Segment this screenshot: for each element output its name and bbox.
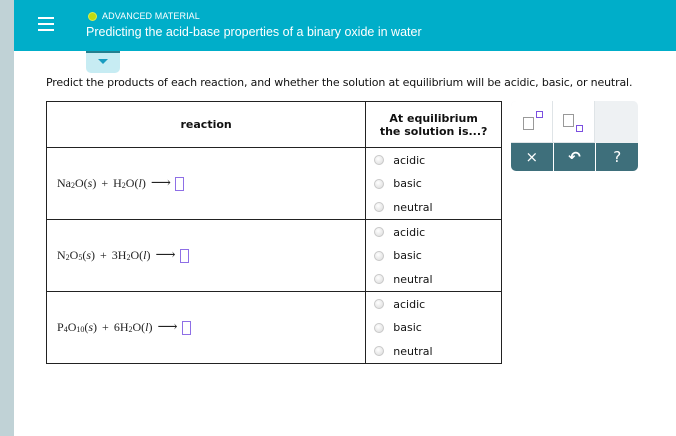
products-answer-input[interactable] — [182, 321, 191, 335]
radio-button[interactable] — [374, 251, 384, 261]
superscript-box-icon — [536, 111, 543, 118]
radio-button[interactable] — [374, 179, 384, 189]
table-row — [47, 292, 502, 364]
reaction-equation-cell — [47, 220, 366, 292]
superscript-button[interactable] — [511, 101, 553, 143]
base-box-icon — [563, 114, 574, 127]
option-neutral[interactable]: neutral — [374, 339, 501, 363]
products-answer-input[interactable] — [180, 249, 189, 263]
equilibrium-choice-cell — [366, 292, 502, 364]
collapse-toggle-button[interactable] — [86, 51, 120, 73]
undo-icon: ↶ — [568, 148, 581, 166]
header-bar — [14, 0, 676, 51]
radio-button[interactable] — [374, 346, 384, 356]
reaction-arrow-icon: ⟶ — [150, 176, 171, 191]
reaction-equation-cell — [47, 148, 366, 220]
advanced-material-badge — [88, 11, 200, 21]
header-equilibrium-line2: the solution is...? — [379, 124, 488, 138]
help-button[interactable] — [596, 143, 638, 171]
reaction-equation: N $_2$ O $_5$ ( s ) + 3 H $_2$ O ( l ) ⟶ — [57, 247, 365, 264]
close-icon: × — [525, 148, 539, 166]
equilibrium-choice-cell — [366, 148, 502, 220]
page-title: Predicting the acid-base properties of a binary oxide in water — [86, 25, 422, 39]
reaction-arrow-icon: ⟶ — [157, 320, 178, 335]
reaction-table — [46, 101, 502, 364]
products-answer-input[interactable] — [175, 177, 184, 191]
left-rail — [0, 0, 14, 436]
option-neutral[interactable]: neutral — [374, 195, 501, 219]
formula-palette — [511, 101, 638, 171]
question-prompt: Predict the products of each reaction, and whether the solution at equilibrium will be acidic, basic, or neutral. — [46, 76, 633, 89]
option-basic[interactable]: basic — [374, 316, 501, 340]
reaction-arrow-icon: ⟶ — [155, 248, 176, 263]
header-equilibrium — [366, 102, 502, 148]
reaction-equation: Na $_2$ O ( s ) + H $_2$ O ( l ) ⟶ — [57, 175, 365, 192]
option-acidic[interactable]: acidic — [374, 148, 501, 172]
header-equilibrium-line1: At equilibrium — [389, 111, 478, 125]
option-acidic[interactable]: acidic — [374, 220, 501, 244]
equilibrium-choice-cell — [366, 220, 502, 292]
radio-button[interactable] — [374, 155, 384, 165]
menu-icon[interactable] — [38, 17, 54, 33]
option-neutral[interactable]: neutral — [374, 267, 501, 291]
reaction-equation-cell — [47, 292, 366, 364]
option-basic[interactable]: basic — [374, 172, 501, 196]
undo-button[interactable] — [554, 143, 597, 171]
base-box-icon — [523, 117, 534, 130]
subscript-box-icon — [576, 125, 583, 132]
radio-button[interactable] — [374, 202, 384, 212]
clear-button[interactable] — [511, 143, 554, 171]
radio-button[interactable] — [374, 227, 384, 237]
help-icon: ? — [613, 148, 622, 166]
radio-button[interactable] — [374, 299, 384, 309]
option-basic[interactable]: basic — [374, 244, 501, 268]
table-row — [47, 148, 502, 220]
palette-spacer — [595, 101, 638, 143]
radio-button[interactable] — [374, 323, 384, 333]
badge-label: ADVANCED MATERIAL — [102, 11, 200, 21]
status-dot-icon — [88, 12, 97, 21]
option-acidic[interactable]: acidic — [374, 292, 501, 316]
caret-down-icon — [98, 59, 108, 64]
subscript-button[interactable] — [553, 101, 595, 143]
header-reaction: reaction — [47, 102, 366, 148]
table-row — [47, 220, 502, 292]
radio-button[interactable] — [374, 274, 384, 284]
reaction-equation: P $_4$ O $_{10}$ ( s ) + 6 H $_2$ O ( l ) ⟶ — [57, 319, 365, 336]
